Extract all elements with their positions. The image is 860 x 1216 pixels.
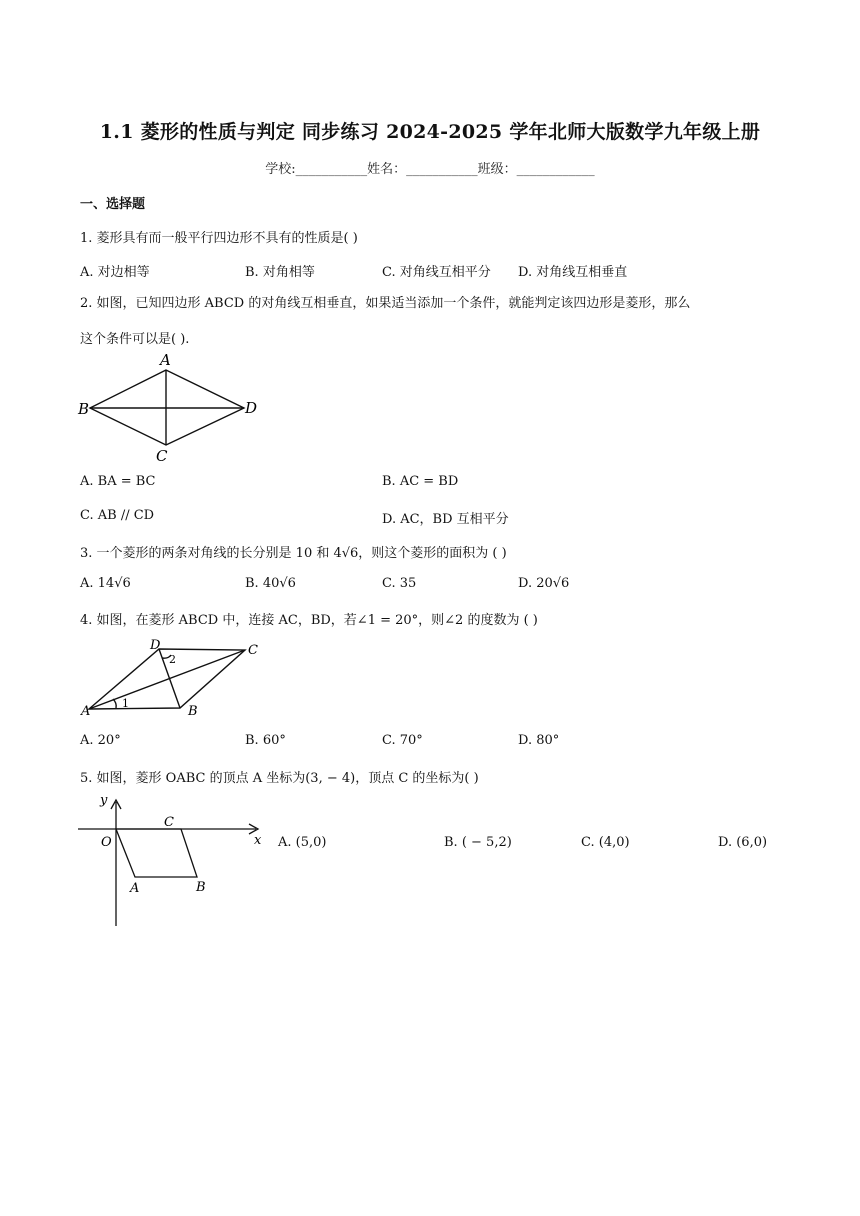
question-5-stem: 5. 如图，菱形 OABC 的顶点 A 坐标为(3, − 4)，顶点 C 的坐标为( ) xyxy=(80,771,479,786)
q5-label-o: O xyxy=(101,835,112,850)
q4-angle-2-label: 2 xyxy=(169,653,176,666)
q4-rhombus-figure xyxy=(76,636,271,718)
q4-option-b: B. 60° xyxy=(245,733,286,748)
q5-option-a: A. (5,0) xyxy=(278,835,327,850)
q5-label-c: C xyxy=(164,815,174,830)
q5-option-d: D. (6,0) xyxy=(718,835,768,850)
q2-option-a: A. BA = BC xyxy=(80,474,156,489)
q5-label-x: x xyxy=(254,833,262,848)
q5-label-a: A xyxy=(130,881,140,896)
page-title: 1.1 菱形的性质与判定 同步练习 2024-2025 学年北师大版数学九年级上册 xyxy=(99,121,761,143)
q5-coordinate-figure xyxy=(76,788,276,930)
q2-rhombus-figure xyxy=(76,350,266,465)
question-3-stem: 3. 一个菱形的两条对角线的长分别是 10 和 4√6，则这个菱形的面积为 ( ) xyxy=(80,546,507,561)
q4-label-b: B xyxy=(188,704,198,718)
question-4-stem: 4. 如图，在菱形 ABCD 中，连接 AC，BD，若∠1 = 20°，则∠2 的度数为 ( ) xyxy=(80,613,538,628)
section-heading: 一、选择题 xyxy=(80,197,146,212)
q2-option-b: B. AC = BD xyxy=(382,474,459,489)
q4-option-a: A. 20° xyxy=(80,733,121,748)
q3-option-a: A. 14√6 xyxy=(80,576,131,591)
q3-option-b: B. 40√6 xyxy=(245,576,296,591)
q4-label-a: A xyxy=(81,704,91,718)
q2-option-c: C. AB // CD xyxy=(80,508,155,523)
q5-option-b: B. ( − 5,2) xyxy=(444,835,512,850)
q1-option-d: D. 对角线互相垂直 xyxy=(518,265,628,280)
q4-label-c: C xyxy=(248,643,258,658)
q3-option-d: D. 20√6 xyxy=(518,576,570,591)
q5-label-y: y xyxy=(100,793,108,808)
q1-option-a: A. 对边相等 xyxy=(80,265,150,280)
question-2-stem-line1: 2. 如图，已知四边形 ABCD 的对角线互相垂直，如果适当添加一个条件，就能判定该四边形是菱形，那么 xyxy=(80,296,691,311)
student-info-line: 学校:___________姓名：___________班级：____________ xyxy=(265,162,595,177)
q2-label-b: B xyxy=(78,400,90,418)
q4-option-d: D. 80° xyxy=(518,733,560,748)
q4-option-c: C. 70° xyxy=(382,733,423,748)
q1-option-c: C. 对角线互相平分 xyxy=(382,265,491,280)
question-2-stem-line2: 这个条件可以是( ). xyxy=(80,332,190,347)
q2-label-d: D xyxy=(245,399,258,417)
q4-label-d: D xyxy=(150,638,161,653)
q5-option-c: C. (4,0) xyxy=(581,835,630,850)
q1-option-b: B. 对角相等 xyxy=(245,265,315,280)
question-1-stem: 1. 菱形具有而一般平行四边形不具有的性质是( ) xyxy=(80,231,358,246)
q3-option-c: C. 35 xyxy=(382,576,417,591)
q2-option-d: D. AC，BD 互相平分 xyxy=(382,512,509,527)
q2-label-a: A xyxy=(160,351,171,369)
q5-label-b: B xyxy=(196,880,206,895)
q4-angle-1-label: 1 xyxy=(122,697,129,710)
q2-label-c: C xyxy=(156,447,168,465)
